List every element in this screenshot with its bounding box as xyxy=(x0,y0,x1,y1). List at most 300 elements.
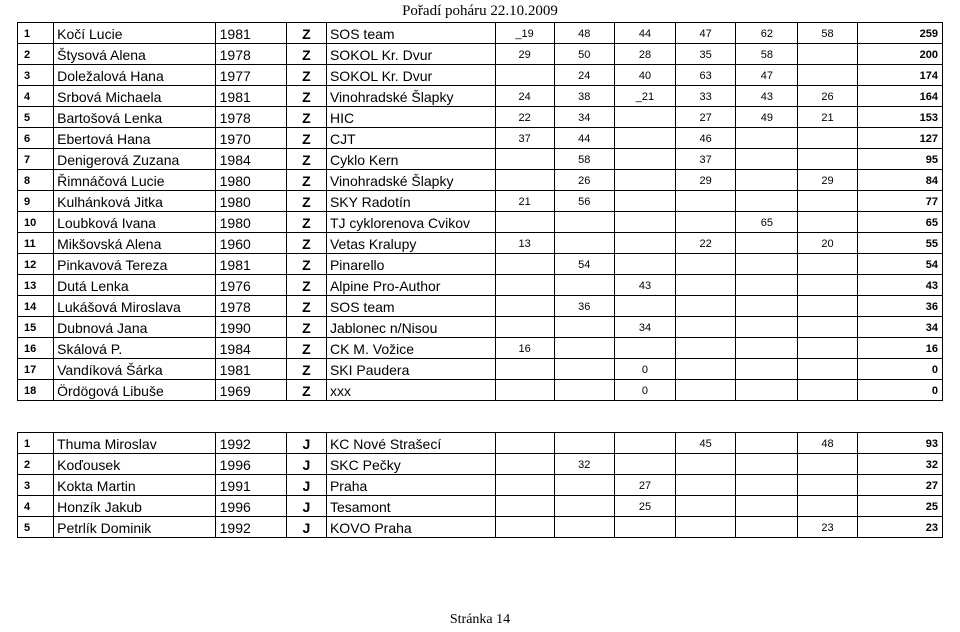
category-cell: Z xyxy=(286,359,326,380)
birth-year-cell: 1981 xyxy=(215,23,286,44)
table-row xyxy=(18,149,943,170)
total-points-cell: 259 xyxy=(857,23,942,44)
table-row xyxy=(18,380,943,401)
race-score-cell xyxy=(736,338,798,359)
name-cell: Petrlík Dominik xyxy=(54,517,216,538)
race-score-cell xyxy=(495,475,554,496)
table-row xyxy=(18,233,943,254)
total-points-cell: 164 xyxy=(857,86,942,107)
race-score-cell: 28 xyxy=(614,44,675,65)
race-score-cell xyxy=(554,496,614,517)
race-score-cell xyxy=(736,317,798,338)
race-score-cell: 44 xyxy=(554,128,614,149)
name-cell: Skálová P. xyxy=(54,338,216,359)
race-score-cell xyxy=(798,128,857,149)
race-score-cell xyxy=(676,359,736,380)
race-score-cell: 63 xyxy=(676,65,736,86)
race-score-cell xyxy=(736,296,798,317)
category-cell: Z xyxy=(286,275,326,296)
race-score-cell xyxy=(736,128,798,149)
team-cell: SKY Radotín xyxy=(326,191,495,212)
team-cell: SKI Paudera xyxy=(326,359,495,380)
race-score-cell xyxy=(614,517,675,538)
birth-year-cell: 1991 xyxy=(215,475,286,496)
rank-cell: 18 xyxy=(18,380,54,401)
race-score-cell xyxy=(798,475,857,496)
rank-cell: 1 xyxy=(18,23,54,44)
race-score-cell xyxy=(736,149,798,170)
table-row xyxy=(18,296,943,317)
race-score-cell: 56 xyxy=(554,191,614,212)
category-cell: J xyxy=(286,496,326,517)
race-score-cell: 26 xyxy=(554,170,614,191)
rank-cell: 4 xyxy=(18,86,54,107)
name-cell: Doležalová Hana xyxy=(54,65,216,86)
team-cell: Vinohradské Šlapky xyxy=(326,170,495,191)
race-score-cell xyxy=(676,380,736,401)
total-points-cell: 65 xyxy=(857,212,942,233)
total-points-cell: 55 xyxy=(857,233,942,254)
rank-cell: 9 xyxy=(18,191,54,212)
race-score-cell xyxy=(798,296,857,317)
race-score-cell: 27 xyxy=(614,475,675,496)
race-score-cell xyxy=(798,275,857,296)
race-score-cell: 26 xyxy=(798,86,857,107)
total-points-cell: 54 xyxy=(857,254,942,275)
race-score-cell xyxy=(554,380,614,401)
category-cell: Z xyxy=(286,191,326,212)
race-score-cell xyxy=(614,191,675,212)
birth-year-cell: 1996 xyxy=(215,454,286,475)
category-cell: Z xyxy=(286,254,326,275)
race-score-cell xyxy=(495,317,554,338)
race-score-cell xyxy=(495,380,554,401)
birth-year-cell: 1980 xyxy=(215,212,286,233)
table-row xyxy=(18,107,943,128)
race-score-cell xyxy=(798,65,857,86)
race-score-cell: 27 xyxy=(676,107,736,128)
team-cell: Pinarello xyxy=(326,254,495,275)
team-cell: Jablonec n/Nisou xyxy=(326,317,495,338)
category-cell: J xyxy=(286,475,326,496)
category-cell: Z xyxy=(286,23,326,44)
race-score-cell xyxy=(676,317,736,338)
table-row xyxy=(18,517,943,538)
name-cell: Koďousek xyxy=(54,454,216,475)
table-row xyxy=(18,475,943,496)
rank-cell: 12 xyxy=(18,254,54,275)
race-score-cell: 29 xyxy=(798,170,857,191)
total-points-cell: 77 xyxy=(857,191,942,212)
race-score-cell: 46 xyxy=(676,128,736,149)
race-score-cell xyxy=(798,380,857,401)
junior-results-table xyxy=(17,432,943,538)
birth-year-cell: 1977 xyxy=(215,65,286,86)
category-cell: Z xyxy=(286,233,326,254)
race-score-cell: 29 xyxy=(676,170,736,191)
race-score-cell: 47 xyxy=(736,65,798,86)
race-score-cell xyxy=(798,44,857,65)
table-row xyxy=(18,454,943,475)
race-score-cell xyxy=(614,149,675,170)
category-cell: Z xyxy=(286,65,326,86)
rank-cell: 8 xyxy=(18,170,54,191)
race-score-cell xyxy=(736,475,798,496)
category-cell: Z xyxy=(286,296,326,317)
name-cell: Pinkavová Tereza xyxy=(54,254,216,275)
race-score-cell xyxy=(554,233,614,254)
race-score-cell xyxy=(736,359,798,380)
race-score-cell: 37 xyxy=(676,149,736,170)
rank-cell: 1 xyxy=(18,433,54,454)
team-cell: Alpine Pro-Author xyxy=(326,275,495,296)
race-score-cell xyxy=(736,233,798,254)
race-score-cell xyxy=(676,296,736,317)
total-points-cell: 0 xyxy=(857,359,942,380)
race-score-cell xyxy=(554,275,614,296)
birth-year-cell: 1960 xyxy=(215,233,286,254)
total-points-cell: 36 xyxy=(857,296,942,317)
race-score-cell xyxy=(736,275,798,296)
race-score-cell xyxy=(676,338,736,359)
race-score-cell xyxy=(798,254,857,275)
race-score-cell xyxy=(495,212,554,233)
team-cell: SKC Pečky xyxy=(326,454,495,475)
name-cell: Dubnová Jana xyxy=(54,317,216,338)
table-row xyxy=(18,44,943,65)
race-score-cell xyxy=(798,149,857,170)
race-score-cell: 47 xyxy=(676,23,736,44)
race-score-cell: 36 xyxy=(554,296,614,317)
table-row xyxy=(18,433,943,454)
total-points-cell: 32 xyxy=(857,454,942,475)
table-row xyxy=(18,191,943,212)
rank-cell: 16 xyxy=(18,338,54,359)
race-score-cell xyxy=(614,128,675,149)
race-score-cell: 33 xyxy=(676,86,736,107)
race-score-cell: 50 xyxy=(554,44,614,65)
category-cell: Z xyxy=(286,338,326,359)
name-cell: Dutá Lenka xyxy=(54,275,216,296)
race-score-cell: 54 xyxy=(554,254,614,275)
race-score-cell xyxy=(614,454,675,475)
race-score-cell xyxy=(676,454,736,475)
category-cell: Z xyxy=(286,149,326,170)
race-score-cell: 40 xyxy=(614,65,675,86)
birth-year-cell: 1996 xyxy=(215,496,286,517)
total-points-cell: 200 xyxy=(857,44,942,65)
category-cell: Z xyxy=(286,86,326,107)
race-score-cell xyxy=(614,170,675,191)
birth-year-cell: 1984 xyxy=(215,338,286,359)
race-score-cell: 49 xyxy=(736,107,798,128)
race-score-cell: 16 xyxy=(495,338,554,359)
table-row xyxy=(18,338,943,359)
race-score-cell: 58 xyxy=(798,23,857,44)
race-score-cell: 0 xyxy=(614,380,675,401)
birth-year-cell: 1992 xyxy=(215,433,286,454)
race-score-cell xyxy=(614,212,675,233)
total-points-cell: 153 xyxy=(857,107,942,128)
table-row xyxy=(18,212,943,233)
race-score-cell xyxy=(798,338,857,359)
team-cell: Cyklo Kern xyxy=(326,149,495,170)
total-points-cell: 95 xyxy=(857,149,942,170)
race-score-cell: 25 xyxy=(614,496,675,517)
race-score-cell xyxy=(798,191,857,212)
birth-year-cell: 1978 xyxy=(215,44,286,65)
category-cell: Z xyxy=(286,317,326,338)
race-score-cell: 20 xyxy=(798,233,857,254)
race-score-cell xyxy=(614,338,675,359)
race-score-cell: 21 xyxy=(495,191,554,212)
team-cell: SOS team xyxy=(326,296,495,317)
rank-cell: 11 xyxy=(18,233,54,254)
race-score-cell: 58 xyxy=(736,44,798,65)
birth-year-cell: 1981 xyxy=(215,86,286,107)
name-cell: Mikšovská Alena xyxy=(54,233,216,254)
rank-cell: 5 xyxy=(18,517,54,538)
category-cell: Z xyxy=(286,128,326,149)
race-score-cell xyxy=(495,254,554,275)
team-cell: Praha xyxy=(326,475,495,496)
team-cell: CJT xyxy=(326,128,495,149)
total-points-cell: 127 xyxy=(857,128,942,149)
birth-year-cell: 1978 xyxy=(215,296,286,317)
race-score-cell xyxy=(614,107,675,128)
total-points-cell: 0 xyxy=(857,380,942,401)
race-score-cell xyxy=(736,191,798,212)
race-score-cell: 62 xyxy=(736,23,798,44)
rank-cell: 5 xyxy=(18,107,54,128)
race-score-cell xyxy=(736,517,798,538)
total-points-cell: 16 xyxy=(857,338,942,359)
race-score-cell xyxy=(798,454,857,475)
rank-cell: 3 xyxy=(18,475,54,496)
rank-cell: 15 xyxy=(18,317,54,338)
total-points-cell: 84 xyxy=(857,170,942,191)
name-cell: Ebertová Hana xyxy=(54,128,216,149)
race-score-cell xyxy=(495,496,554,517)
name-cell: Ördögová Libuše xyxy=(54,380,216,401)
race-score-cell: 35 xyxy=(676,44,736,65)
race-score-cell xyxy=(736,433,798,454)
race-score-cell xyxy=(554,212,614,233)
race-score-cell: 48 xyxy=(554,23,614,44)
race-score-cell: 43 xyxy=(736,86,798,107)
category-cell: Z xyxy=(286,170,326,191)
race-score-cell: 58 xyxy=(554,149,614,170)
birth-year-cell: 1981 xyxy=(215,254,286,275)
table-row xyxy=(18,496,943,517)
race-score-cell xyxy=(554,433,614,454)
race-score-cell xyxy=(676,496,736,517)
birth-year-cell: 1980 xyxy=(215,191,286,212)
rank-cell: 3 xyxy=(18,65,54,86)
team-cell: Vetas Kralupy xyxy=(326,233,495,254)
name-cell: Thuma Miroslav xyxy=(54,433,216,454)
race-score-cell xyxy=(676,275,736,296)
race-score-cell: 24 xyxy=(554,65,614,86)
race-score-cell xyxy=(614,254,675,275)
team-cell: xxx xyxy=(326,380,495,401)
women-results-table xyxy=(17,22,943,401)
team-cell: Vinohradské Šlapky xyxy=(326,86,495,107)
table-row xyxy=(18,23,943,44)
race-score-cell: 38 xyxy=(554,86,614,107)
race-score-cell: 48 xyxy=(798,433,857,454)
rank-cell: 7 xyxy=(18,149,54,170)
birth-year-cell: 1970 xyxy=(215,128,286,149)
table-row xyxy=(18,359,943,380)
race-score-cell xyxy=(614,233,675,254)
race-score-cell xyxy=(495,275,554,296)
rank-cell: 2 xyxy=(18,44,54,65)
race-score-cell xyxy=(495,65,554,86)
race-score-cell xyxy=(676,212,736,233)
race-score-cell xyxy=(798,317,857,338)
race-score-cell xyxy=(554,317,614,338)
race-score-cell: 24 xyxy=(495,86,554,107)
name-cell: Kočí Lucie xyxy=(54,23,216,44)
category-cell: Z xyxy=(286,44,326,65)
rank-cell: 4 xyxy=(18,496,54,517)
race-score-cell xyxy=(736,380,798,401)
name-cell: Vandíková Šárka xyxy=(54,359,216,380)
total-points-cell: 93 xyxy=(857,433,942,454)
race-score-cell xyxy=(676,191,736,212)
race-score-cell: 43 xyxy=(614,275,675,296)
total-points-cell: 43 xyxy=(857,275,942,296)
race-score-cell: 65 xyxy=(736,212,798,233)
race-score-cell: 21 xyxy=(798,107,857,128)
race-score-cell xyxy=(495,433,554,454)
category-cell: J xyxy=(286,517,326,538)
birth-year-cell: 1978 xyxy=(215,107,286,128)
rank-cell: 2 xyxy=(18,454,54,475)
race-score-cell: 34 xyxy=(614,317,675,338)
total-points-cell: 174 xyxy=(857,65,942,86)
birth-year-cell: 1980 xyxy=(215,170,286,191)
race-score-cell: _21 xyxy=(614,86,675,107)
race-score-cell: 45 xyxy=(676,433,736,454)
race-score-cell xyxy=(554,359,614,380)
team-cell: SOKOL Kr. Dvur xyxy=(326,65,495,86)
table-row xyxy=(18,317,943,338)
name-cell: Denigerová Zuzana xyxy=(54,149,216,170)
table-row xyxy=(18,170,943,191)
race-score-cell xyxy=(554,475,614,496)
race-score-cell xyxy=(614,296,675,317)
birth-year-cell: 1981 xyxy=(215,359,286,380)
team-cell: SOS team xyxy=(326,23,495,44)
race-score-cell xyxy=(736,254,798,275)
race-score-cell xyxy=(798,359,857,380)
table-row xyxy=(18,86,943,107)
race-score-cell xyxy=(495,517,554,538)
race-score-cell: 29 xyxy=(495,44,554,65)
team-cell: Tesamont xyxy=(326,496,495,517)
page-title: Pořadí poháru 22.10.2009 xyxy=(402,3,558,19)
team-cell: KOVO Praha xyxy=(326,517,495,538)
table-row xyxy=(18,254,943,275)
race-score-cell xyxy=(554,517,614,538)
race-score-cell xyxy=(614,433,675,454)
rank-cell: 10 xyxy=(18,212,54,233)
race-score-cell xyxy=(495,359,554,380)
table-row xyxy=(18,128,943,149)
race-score-cell: 32 xyxy=(554,454,614,475)
total-points-cell: 34 xyxy=(857,317,942,338)
rank-cell: 14 xyxy=(18,296,54,317)
race-score-cell xyxy=(676,475,736,496)
rank-cell: 13 xyxy=(18,275,54,296)
table-row xyxy=(18,275,943,296)
category-cell: Z xyxy=(286,212,326,233)
race-score-cell xyxy=(736,496,798,517)
race-score-cell xyxy=(495,149,554,170)
name-cell: Bartošová Lenka xyxy=(54,107,216,128)
table-row xyxy=(18,65,943,86)
team-cell: TJ cyklorenova Cvikov xyxy=(326,212,495,233)
name-cell: Srbová Michaela xyxy=(54,86,216,107)
total-points-cell: 27 xyxy=(857,475,942,496)
name-cell: Honzík Jakub xyxy=(54,496,216,517)
race-score-cell: 22 xyxy=(676,233,736,254)
total-points-cell: 23 xyxy=(857,517,942,538)
race-score-cell xyxy=(798,496,857,517)
race-score-cell xyxy=(736,454,798,475)
race-score-cell xyxy=(495,454,554,475)
birth-year-cell: 1976 xyxy=(215,275,286,296)
race-score-cell: 37 xyxy=(495,128,554,149)
race-score-cell xyxy=(495,296,554,317)
name-cell: Řimnáčová Lucie xyxy=(54,170,216,191)
race-score-cell: _19 xyxy=(495,23,554,44)
race-score-cell xyxy=(736,170,798,191)
race-score-cell: 13 xyxy=(495,233,554,254)
page-number: Stránka 14 xyxy=(449,612,511,627)
birth-year-cell: 1992 xyxy=(215,517,286,538)
race-score-cell xyxy=(554,338,614,359)
birth-year-cell: 1969 xyxy=(215,380,286,401)
birth-year-cell: 1990 xyxy=(215,317,286,338)
name-cell: Lukášová Miroslava xyxy=(54,296,216,317)
category-cell: Z xyxy=(286,107,326,128)
total-points-cell: 25 xyxy=(857,496,942,517)
name-cell: Kulhánková Jitka xyxy=(54,191,216,212)
category-cell: Z xyxy=(286,380,326,401)
birth-year-cell: 1984 xyxy=(215,149,286,170)
rank-cell: 17 xyxy=(18,359,54,380)
race-score-cell: 23 xyxy=(798,517,857,538)
name-cell: Kokta Martin xyxy=(54,475,216,496)
race-score-cell: 44 xyxy=(614,23,675,44)
race-score-cell: 0 xyxy=(614,359,675,380)
category-cell: J xyxy=(286,454,326,475)
race-score-cell: 34 xyxy=(554,107,614,128)
rank-cell: 6 xyxy=(18,128,54,149)
race-score-cell xyxy=(676,517,736,538)
name-cell: Loubková Ivana xyxy=(54,212,216,233)
team-cell: KC Nové Strašecí xyxy=(326,433,495,454)
category-cell: J xyxy=(286,433,326,454)
team-cell: CK M. Vožice xyxy=(326,338,495,359)
race-score-cell xyxy=(676,254,736,275)
team-cell: SOKOL Kr. Dvur xyxy=(326,44,495,65)
race-score-cell xyxy=(798,212,857,233)
team-cell: HIC xyxy=(326,107,495,128)
